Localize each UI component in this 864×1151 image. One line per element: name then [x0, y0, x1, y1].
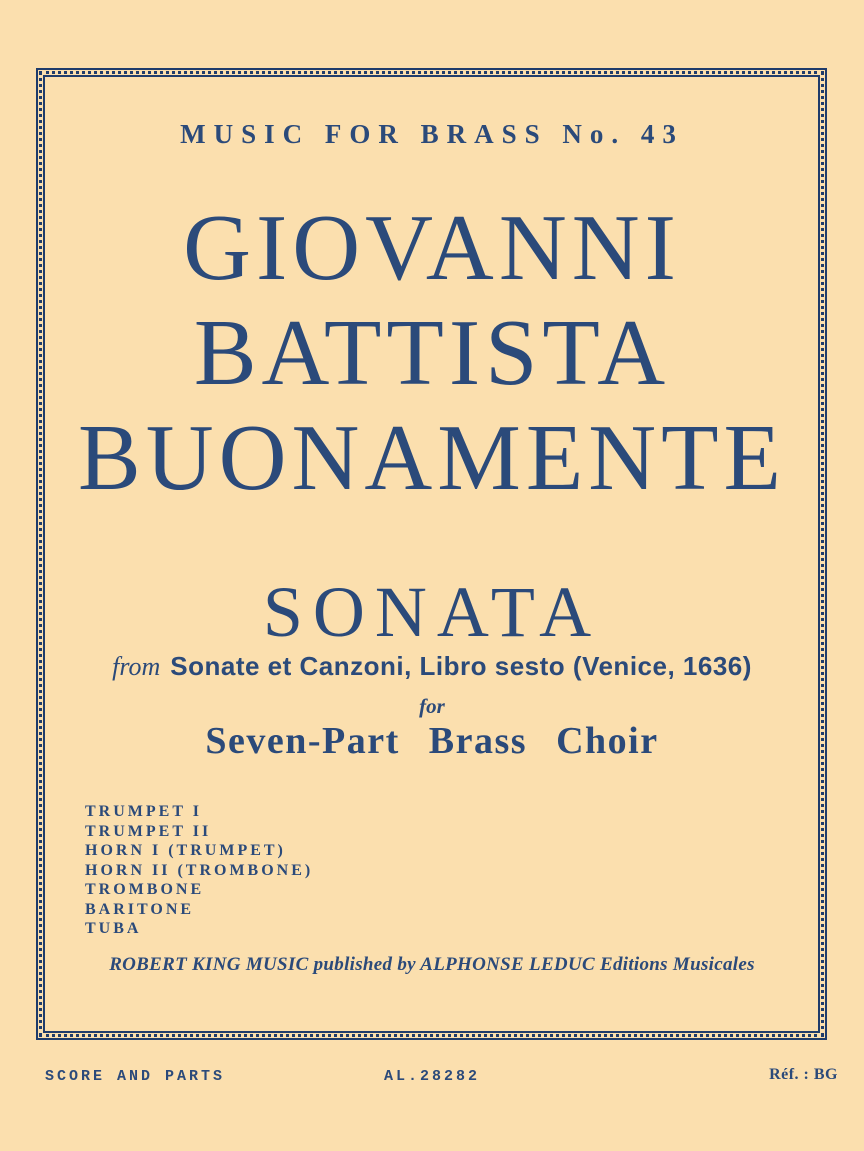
work-title: SONATA [262, 572, 602, 652]
ensemble-title: Seven-Part Brass Choir [205, 720, 659, 762]
footer-score-and-parts: SCORE AND PARTS [45, 1068, 226, 1085]
series-title: MUSIC FOR BRASS No. 43 [180, 119, 684, 149]
for-label: for [419, 694, 445, 718]
composer-line-first: GIOVANNI [183, 196, 681, 300]
instrument-horn-2: HORN II (TROMBONE) [85, 861, 314, 879]
instrument-list [85, 802, 313, 939]
composer-line-last: BUONAMENTE [78, 406, 786, 510]
subtitle-source-text: Sonate et Canzoni, Libro sesto (Venice, 1636) [170, 651, 752, 681]
footer-reference: Réf. : BG [769, 1066, 838, 1083]
instrument-baritone: BARITONE [85, 900, 195, 918]
composer-name [0, 196, 864, 511]
footer-catalog-number: AL.28282 [383, 1068, 480, 1085]
publisher-line: ROBERT KING MUSIC published by ALPHONSE LEDUC Editions Musicales [109, 954, 755, 975]
instrument-horn-1: HORN I (TRUMPET) [85, 842, 286, 859]
composer-line-middle: BATTISTA [193, 301, 671, 405]
subtitle-from-label: from [112, 652, 161, 681]
work-subtitle [0, 650, 864, 683]
instrument-tuba: TUBA [85, 920, 142, 937]
instrument-trombone: TROMBONE [85, 881, 205, 898]
instrument-trumpet-2: TRUMPET II [85, 822, 212, 840]
instrument-trumpet-1: TRUMPET I [85, 803, 202, 820]
